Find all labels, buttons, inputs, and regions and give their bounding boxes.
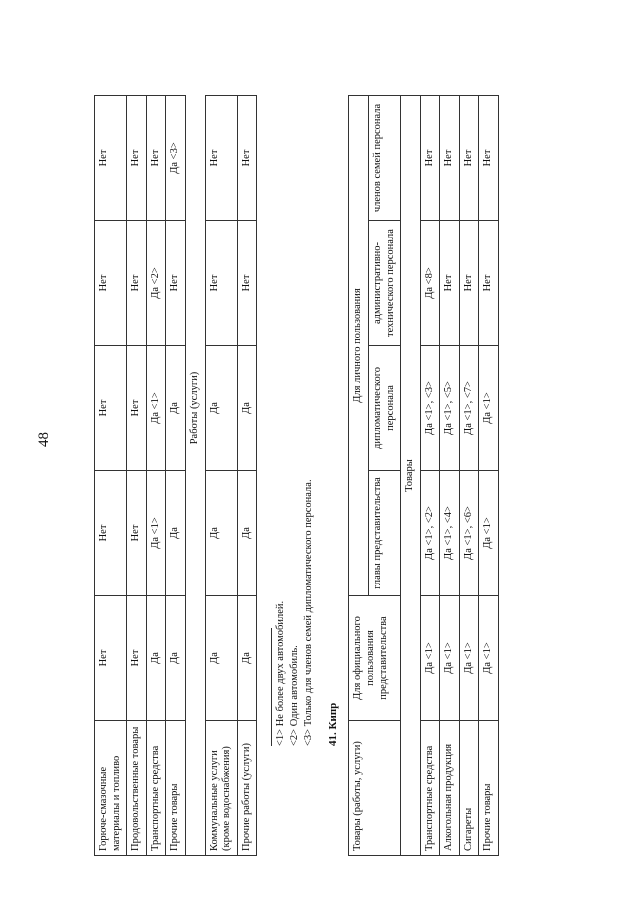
- header-official: Для официального пользования представительства: [349, 596, 401, 721]
- cell: Нет: [459, 221, 479, 346]
- table-cyprus: [348, 95, 499, 856]
- cell: Да: [205, 346, 237, 471]
- cell: Нет: [237, 96, 257, 221]
- footnote-divider: [271, 628, 272, 746]
- cell: Нет: [95, 96, 127, 221]
- footnote: <3> Только для членов семей дипломатического персонала.: [302, 479, 314, 746]
- row-label: Транспортные средства: [420, 721, 440, 856]
- cell: Нет: [479, 96, 499, 221]
- section-spacer: [185, 721, 205, 856]
- cell: Нет: [127, 96, 147, 221]
- table-row: [146, 96, 166, 856]
- footnote: <2> Один автомобиль.: [288, 645, 300, 746]
- row-label: Транспортные средства: [146, 721, 166, 856]
- row-label: Сигареты: [459, 721, 479, 856]
- cell: Да <2>: [146, 221, 166, 346]
- cell: Нет: [95, 471, 127, 596]
- section-row: [185, 96, 205, 856]
- cell: Нет: [95, 346, 127, 471]
- table-row: [459, 96, 479, 856]
- section-goods-label: Товары: [401, 96, 421, 856]
- table-row: [95, 96, 127, 856]
- header-sub: административно-технического персонала: [368, 221, 400, 346]
- header-sub: главы представительства: [368, 471, 400, 596]
- cell: Да <1>, <6>: [459, 471, 479, 596]
- cell: Да: [205, 596, 237, 721]
- cell: Да: [166, 346, 186, 471]
- row-label: Продовольственные товары: [127, 721, 147, 856]
- cell: Да <1>, <4>: [440, 471, 460, 596]
- footnotes: [271, 96, 315, 746]
- row-label: Прочие товары: [166, 721, 186, 856]
- cell: Нет: [127, 596, 147, 721]
- cell: Да <8>: [420, 221, 440, 346]
- cell: Нет: [440, 96, 460, 221]
- table-row: [440, 96, 460, 856]
- cell: Нет: [95, 221, 127, 346]
- table-row: [205, 96, 237, 856]
- table-row: [479, 96, 499, 856]
- cell: Да <1>: [146, 346, 166, 471]
- cell: Нет: [127, 221, 147, 346]
- cell: Да: [166, 596, 186, 721]
- cell: Да: [146, 596, 166, 721]
- page-number: 48: [36, 432, 52, 447]
- table-continued: [94, 95, 257, 856]
- table-row: [166, 96, 186, 856]
- cell: Да <1>: [479, 471, 499, 596]
- table-row: [127, 96, 147, 856]
- cell: Да: [237, 471, 257, 596]
- cell: Да <3>: [166, 96, 186, 221]
- cell: Нет: [166, 221, 186, 346]
- cell: Нет: [440, 221, 460, 346]
- cell: Да <1>, <7>: [459, 346, 479, 471]
- cell: Нет: [479, 221, 499, 346]
- cell: Да <1>, <3>: [420, 346, 440, 471]
- header-sub: дипломатического персонала: [368, 346, 400, 471]
- cell: Да <1>: [146, 471, 166, 596]
- section-heading: 41. Кипр: [327, 702, 340, 746]
- cell: Да: [205, 471, 237, 596]
- cell: Нет: [205, 96, 237, 221]
- row-label: Прочие работы (услуги): [237, 721, 257, 856]
- cell: Да: [237, 596, 257, 721]
- row-label: Прочие товары: [479, 721, 499, 856]
- footnote: <1> Не более двух автомобилей.: [275, 600, 287, 746]
- header-row: [349, 96, 369, 856]
- section-row: [401, 96, 421, 856]
- cell: Да <1>: [440, 596, 460, 721]
- table-row: [237, 96, 257, 856]
- row-label: Алкогольная продукция: [440, 721, 460, 856]
- cell: Да <1>: [479, 596, 499, 721]
- cell: Да <1>, <5>: [440, 346, 460, 471]
- row-label: Коммунальные услуги (кроме водоснабжения): [205, 721, 237, 856]
- cell: Да <1>: [459, 596, 479, 721]
- cell: Да <1>, <2>: [420, 471, 440, 596]
- cell: Да: [166, 471, 186, 596]
- rotated-page-content: [94, 96, 634, 856]
- header-sub: членов семей персонала: [368, 96, 400, 221]
- cell: Нет: [420, 96, 440, 221]
- table-row: [420, 96, 440, 856]
- section-works-label: Работы (услуги): [185, 96, 205, 721]
- cell: Нет: [205, 221, 237, 346]
- cell: Нет: [127, 471, 147, 596]
- header-personal: Для личного пользования: [349, 96, 369, 596]
- cell: Нет: [459, 96, 479, 221]
- cell: Да <1>: [420, 596, 440, 721]
- cell: Нет: [237, 221, 257, 346]
- cell: Да <1>: [479, 346, 499, 471]
- cell: Нет: [127, 346, 147, 471]
- cell: Да: [237, 346, 257, 471]
- cell: Нет: [95, 596, 127, 721]
- cell: Нет: [146, 96, 166, 221]
- header-goods: Товары (работы, услуги): [349, 721, 401, 856]
- row-label: Горюче-смазочные материалы и топливо: [95, 721, 127, 856]
